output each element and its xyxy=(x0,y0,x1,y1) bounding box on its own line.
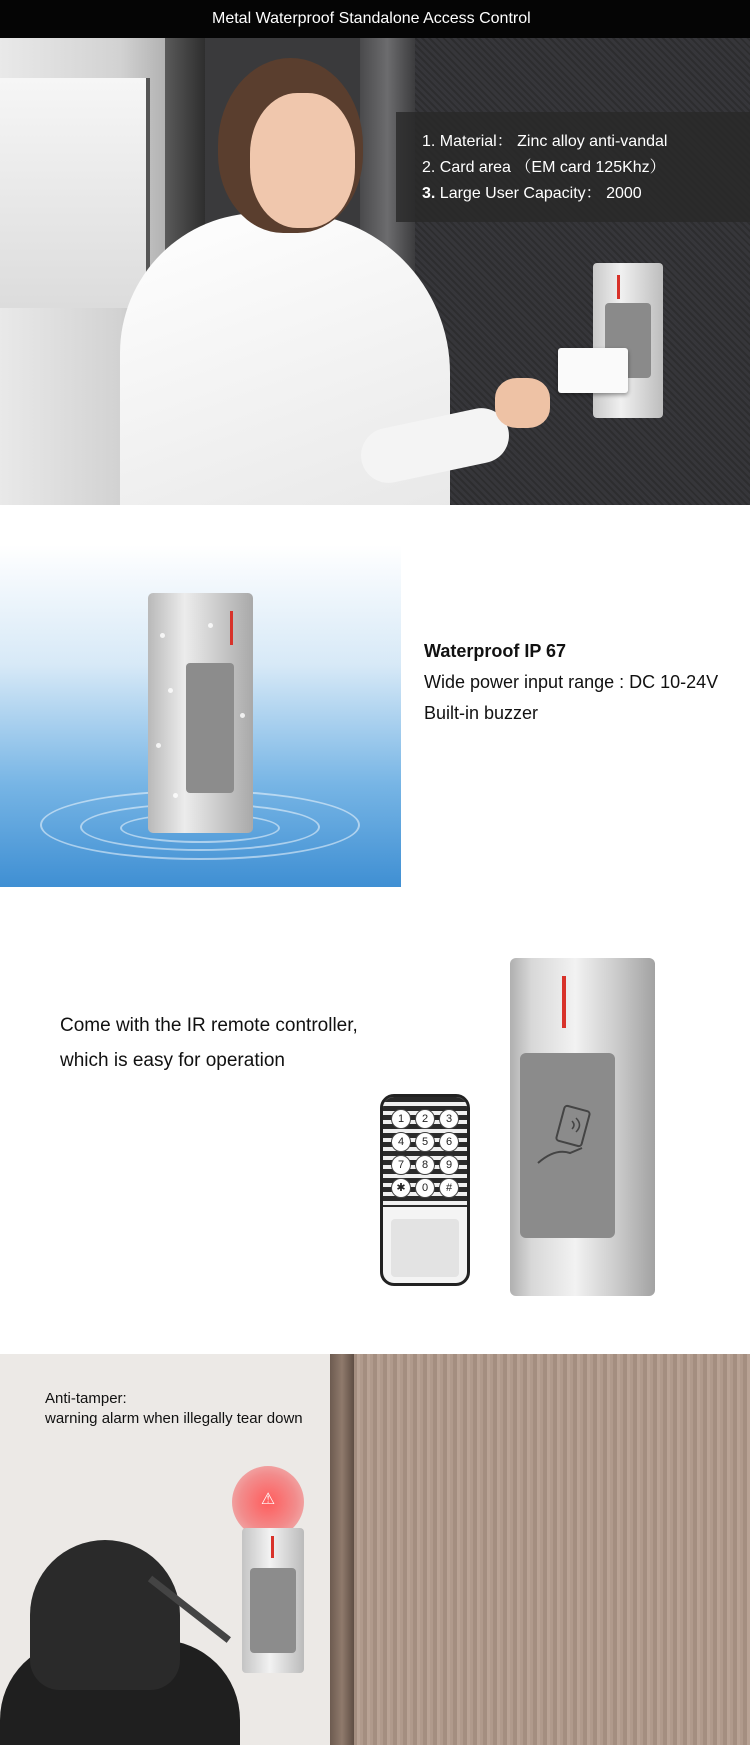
remote-key: 4 xyxy=(391,1132,411,1152)
spec-text: Large User Capacity： 2000 xyxy=(439,185,642,202)
remote-key: # xyxy=(439,1178,459,1198)
water-drop xyxy=(168,688,173,693)
spec-text: Material： Zinc alloy anti-vandal xyxy=(439,133,668,150)
access-reader xyxy=(593,263,663,418)
remote-keypad xyxy=(383,1097,467,1207)
reader-card-pad xyxy=(250,1568,296,1653)
reader-card-pad xyxy=(186,663,234,793)
reader-led xyxy=(271,1536,274,1558)
reader-card-pad xyxy=(520,1053,615,1238)
header-bar xyxy=(0,0,750,38)
remote-line-1: Come with the IR remote controller, xyxy=(60,1015,358,1036)
tamper-text xyxy=(45,1389,303,1429)
water-drop xyxy=(160,633,165,638)
remote-line-2: which is easy for operation xyxy=(60,1050,285,1071)
tamper-door xyxy=(330,1354,750,1745)
person-hand xyxy=(495,378,550,428)
spec-number: 2. xyxy=(422,159,436,176)
waterproof-text xyxy=(424,636,744,729)
person-face xyxy=(250,93,355,228)
remote-key: 6 xyxy=(439,1132,459,1152)
power-range: Wide power input range : DC 10-24V xyxy=(424,672,719,692)
reader-led xyxy=(562,976,566,1028)
water-drop xyxy=(173,793,178,798)
ir-remote xyxy=(380,1094,470,1286)
remote-key: 9 xyxy=(439,1155,459,1175)
access-reader-large xyxy=(510,958,655,1296)
waterproof-title: Waterproof IP 67 xyxy=(424,641,567,661)
spec-line xyxy=(422,129,750,155)
spec-line xyxy=(422,181,750,207)
page-title: Metal Waterproof Standalone Access Control xyxy=(212,10,531,27)
card-tap-icon xyxy=(520,1053,615,1238)
remote-key: 5 xyxy=(415,1132,435,1152)
tamper-door-frame xyxy=(330,1354,354,1745)
remote-key: ✱ xyxy=(391,1178,411,1198)
remote-text xyxy=(60,1008,390,1078)
water-drop xyxy=(156,743,161,748)
spec-number: 3. xyxy=(422,185,436,202)
hero-photo xyxy=(0,38,750,505)
spec-line xyxy=(422,155,750,181)
remote-key: 2 xyxy=(415,1109,435,1129)
remote-key: 8 xyxy=(415,1155,435,1175)
remote-key: 3 xyxy=(439,1109,459,1129)
waterproof-photo xyxy=(0,545,401,887)
spec-text: Card area （EM card 125Khz） xyxy=(439,159,666,176)
intruder-hood xyxy=(30,1540,180,1690)
spec-box xyxy=(396,112,750,222)
alarm-icon: ⚠ xyxy=(260,1491,276,1508)
water-drop xyxy=(240,713,245,718)
tamper-title: Anti-tamper: xyxy=(45,1390,127,1407)
hero-window xyxy=(0,78,150,308)
rfid-card xyxy=(558,348,628,393)
wet-reader xyxy=(148,593,253,833)
spec-number: 1. xyxy=(422,133,436,150)
remote-lower-panel xyxy=(391,1219,459,1277)
tamper-desc: warning alarm when illegally tear down xyxy=(45,1410,303,1427)
tamper-reader xyxy=(242,1528,304,1673)
remote-key: 0 xyxy=(415,1178,435,1198)
water-drop xyxy=(208,623,213,628)
reader-led xyxy=(617,275,620,299)
remote-key: 7 xyxy=(391,1155,411,1175)
buzzer-feature: Built-in buzzer xyxy=(424,703,539,723)
reader-led xyxy=(230,611,233,645)
remote-key: 1 xyxy=(391,1109,411,1129)
